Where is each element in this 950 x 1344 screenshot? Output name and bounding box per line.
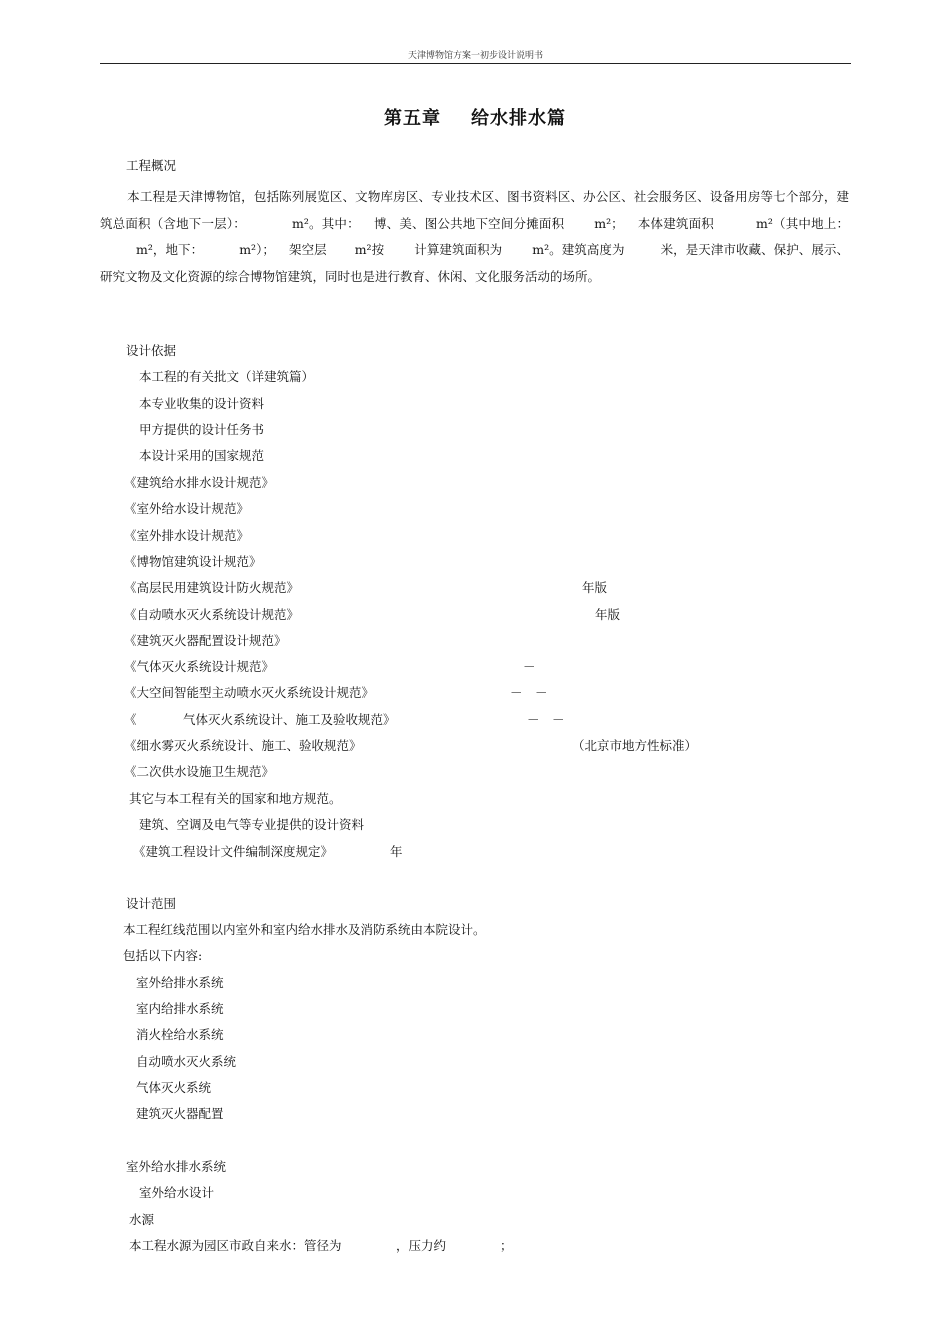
code-note: － (523, 659, 536, 674)
overview-text: 计算建筑面积为 (414, 242, 503, 257)
chapter-title (0, 104, 950, 130)
basis-item: 本工程的有关批文（详建筑篇） (139, 369, 315, 384)
overview-text: m²）； (239, 242, 275, 257)
chapter-number: 第五章 (384, 108, 441, 129)
overview-text: m²（其中地上： (755, 215, 849, 231)
overview-text: 本工程是天津博物馆，包括陈列展览区、文物库房区、专业技术区、图书资料区、办公区、社会服务区、设备用房等七个部分，建筑总面积（含地下一层）： (100, 189, 849, 231)
overview-text: m²按 (354, 242, 385, 257)
basis-other: 建筑、空调及电气等专业提供的设计资料 (139, 817, 365, 832)
overview-text: m²，地下： (136, 242, 204, 257)
source-text: 本工程水源为园区市政自来水：管径为 (129, 1238, 342, 1253)
code-note: 年 (390, 844, 403, 859)
header-title: 天津博物馆方案一初步设计说明书 (407, 51, 543, 61)
scope-item: 气体灭火系统 (136, 1080, 212, 1095)
basis-other: 其它与本工程有关的国家和地方规范。 (129, 791, 342, 806)
code-name: 《博物馆建筑设计规范》 (124, 554, 262, 569)
code-name: 气体灭火系统设计、施工及验收规范》 (183, 712, 396, 727)
scope-item: 室外给排水系统 (136, 975, 224, 990)
source-text: ； (500, 1238, 513, 1253)
overview-text: m²。建筑高度为 (532, 242, 625, 257)
code-name: 《自动喷水灭火系统设计规范》 (124, 607, 300, 622)
scope-text: 包括以下内容: (123, 948, 203, 963)
code-name: 《室外给水设计规范》 (124, 501, 250, 516)
scope-item: 建筑灭火器配置 (136, 1106, 224, 1121)
outdoor-sub: 室外给水设计 (139, 1185, 215, 1200)
code-name: 《建筑灭火器配置设计规范》 (124, 633, 287, 648)
chapter-name: 给水排水篇 (471, 108, 566, 129)
basis-heading: 设计依据 (126, 343, 177, 358)
code-note: 年版 (582, 580, 608, 595)
basis-item: 甲方提供的设计任务书 (139, 422, 265, 437)
overview-text: m²。其中： (292, 215, 360, 231)
code-name-open: 《 (124, 712, 137, 727)
scope-item: 自动喷水灭火系统 (136, 1054, 237, 1069)
scope-text: 本工程红线范围以内室外和室内给水排水及消防系统由本院设计。 (123, 922, 486, 937)
code-note: － － (510, 685, 548, 700)
overview-text: m²； (594, 215, 624, 231)
code-name: 《气体灭火系统设计规范》 (124, 659, 275, 674)
source-text: ，压力约 (396, 1238, 447, 1253)
overview-paragraph (100, 184, 849, 290)
code-name: 《大空间智能型主动喷水灭火系统设计规范》 (124, 685, 375, 700)
code-note: （北京市地方性标准） (572, 738, 698, 753)
scope-item: 室内给排水系统 (136, 1001, 224, 1016)
code-note: 年版 (595, 607, 621, 622)
scope-heading: 设计范围 (126, 896, 177, 911)
code-name: 《建筑给水排水设计规范》 (124, 475, 275, 490)
code-name: 《建筑工程设计文件编制深度规定》 (133, 844, 334, 859)
page-header (100, 50, 851, 64)
code-name: 《高层民用建筑设计防火规范》 (124, 580, 300, 595)
overview-text: 米，是天津市收藏、保护、展示、研究文物及文化资源的综合博物馆建筑，同时也是进行教育、休闲、文化服务活动的场所。 (100, 242, 849, 284)
overview-text: 本体建筑面积 (637, 215, 714, 231)
outdoor-heading: 室外给水排水系统 (126, 1159, 227, 1174)
code-name: 《细水雾灭火系统设计、施工、验收规范》 (124, 738, 362, 753)
overview-heading: 工程概况 (126, 158, 177, 173)
source-heading: 水源 (129, 1212, 155, 1227)
overview-text: 架空层 (288, 242, 327, 257)
basis-item: 本设计采用的国家规范 (139, 448, 265, 463)
code-name: 《二次供水设施卫生规范》 (124, 764, 275, 779)
code-name: 《室外排水设计规范》 (124, 528, 250, 543)
code-note: － － (527, 712, 565, 727)
basis-item: 本专业收集的设计资料 (139, 396, 265, 411)
overview-text: 博、美、图公共地下空间分摊面积 (373, 215, 565, 231)
scope-item: 消火栓给水系统 (136, 1027, 224, 1042)
